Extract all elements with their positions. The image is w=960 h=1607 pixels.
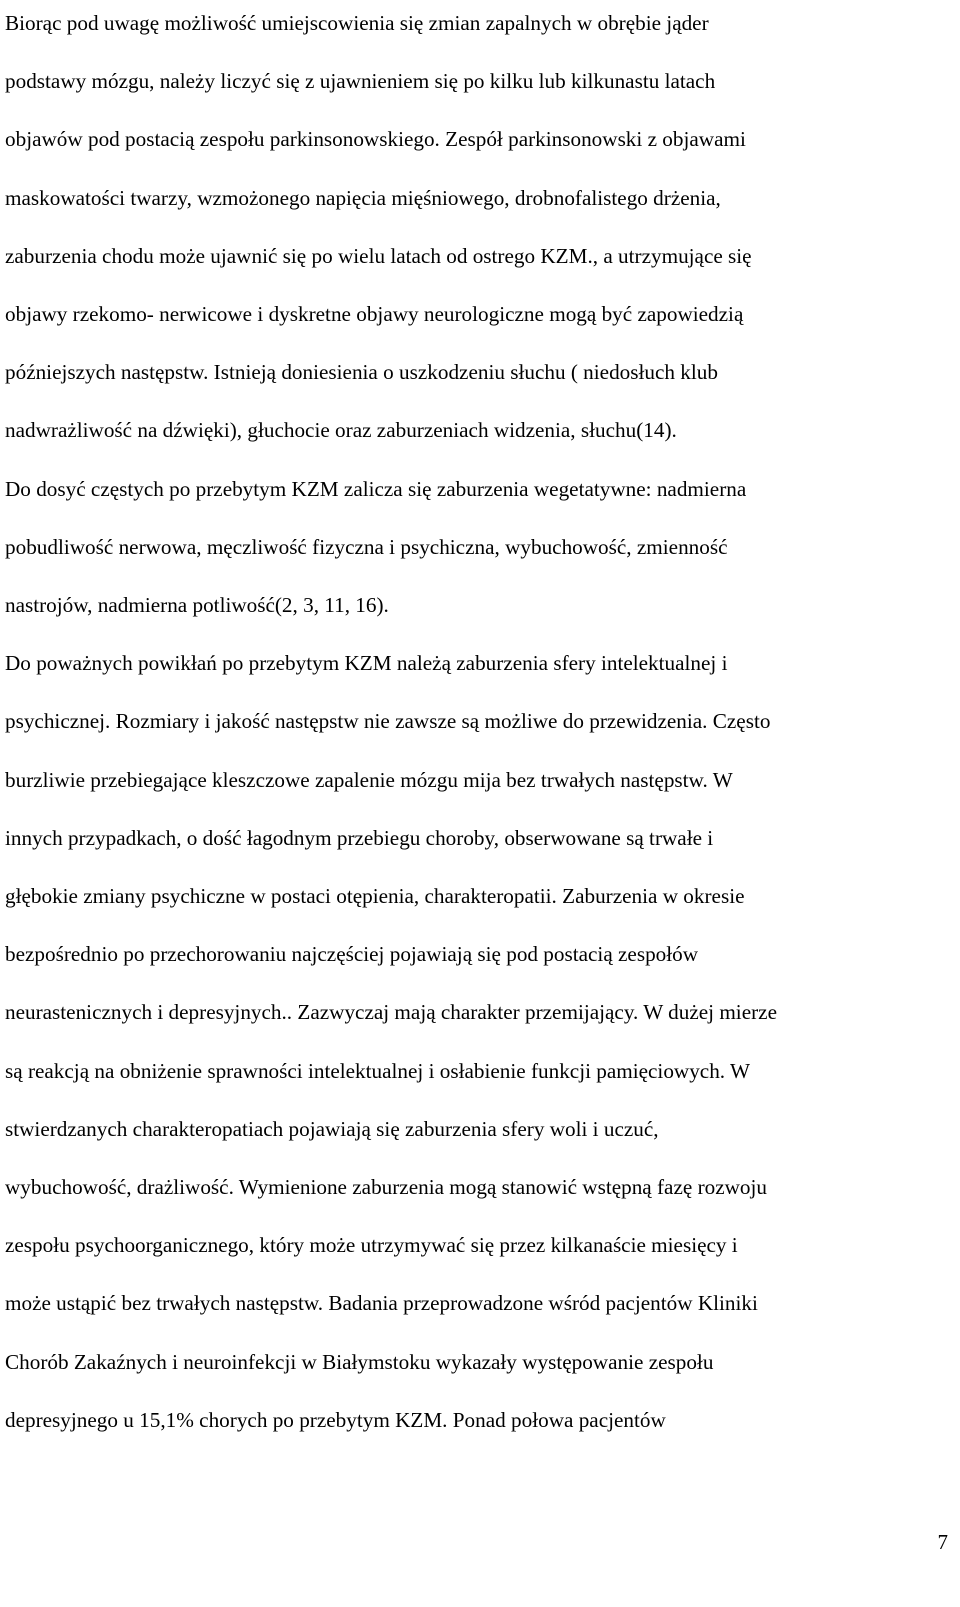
text-line: innych przypadkach, o dość łagodnym przebiegu choroby, obserwowane są trwałe i (5, 825, 714, 850)
text-line: maskowatości twarzy, wzmożonego napięcia mięśniowego, drobnofalistego drżenia, (5, 185, 721, 210)
text-line: depresyjnego u 15,1% chorych po przebytym KZM. Ponad połowa pacjentów (5, 1407, 666, 1432)
page-number: 7 (937, 1530, 948, 1554)
text-line: zespołu psychoorganicznego, który może utrzymywać się przez kilkanaście miesięcy i (5, 1233, 738, 1258)
text-line: zaburzenia chodu może ujawnić się po wielu latach od ostrego KZM., a utrzymujące się (5, 243, 752, 268)
text-line: bezpośrednio po przechorowaniu najczęściej pojawiają się pod postacią zespołów (5, 942, 699, 967)
text-line: stwierdzanych charakteropatiach pojawiają się zaburzenia sfery woli i uczuć, (5, 1116, 659, 1141)
text-line: psychicznej. Rozmiary i jakość następstw nie zawsze są możliwe do przewidzenia. Często (5, 709, 771, 734)
text-line: podstawy mózgu, należy liczyć się z ujawnieniem się po kilku lub kilkunastu latach (5, 69, 716, 94)
text-line: Biorąc pod uwagę możliwość umiejscowienia się zmian zapalnych w obrębie jąder (5, 11, 709, 35)
text-line: nastrojów, nadmierna potliwość(2, 3, 11, 16). (5, 593, 389, 618)
body-text (5, 0, 950, 1449)
text-line: neurastenicznych i depresyjnych.. Zazwyczaj mają charakter przemijający. W dużej mierze (5, 1000, 777, 1025)
text-line: Do poważnych powikłań po przebytym KZM należą zaburzenia sfery intelektualnej i (5, 651, 728, 676)
text-line: nadwrażliwość na dźwięki), głuchocie oraz zaburzeniach widzenia, słuchu(14). (5, 418, 677, 443)
text-line: są reakcją na obniżenie sprawności intelektualnej i osłabienie funkcji pamięciowych. W (5, 1058, 751, 1083)
text-line: późniejszych następstw. Istnieją doniesienia o uszkodzeniu słuchu ( niedosłuch klub (5, 360, 718, 385)
text-line: objawy rzekomo- nerwicowe i dyskretne objawy neurologiczne mogą być zapowiedzią (5, 302, 744, 327)
text-line: głębokie zmiany psychiczne w postaci otępienia, charakteropatii. Zaburzenia w okresie (5, 884, 745, 909)
text-line: Do dosyć częstych po przebytym KZM zalicza się zaburzenia wegetatywne: nadmierna (5, 476, 747, 501)
text-line: wybuchowość, drażliwość. Wymienione zaburzenia mogą stanowić wstępną fazę rozwoju (5, 1175, 767, 1200)
text-line: pobudliwość nerwowa, męczliwość fizyczna i psychiczna, wybuchowość, zmienność (5, 534, 728, 559)
text-line: objawów pod postacią zespołu parkinsonowskiego. Zespół parkinsonowski z objawami (5, 127, 746, 152)
text-line: Chorób Zakaźnych i neuroinfekcji w Białymstoku wykazały występowanie zespołu (5, 1349, 714, 1374)
text-line: burzliwie przebiegające kleszczowe zapalenie mózgu mija bez trwałych następstw. W (5, 767, 733, 792)
text-line: może ustąpić bez trwałych następstw. Badania przeprowadzone wśród pacjentów Kliniki (5, 1291, 758, 1316)
